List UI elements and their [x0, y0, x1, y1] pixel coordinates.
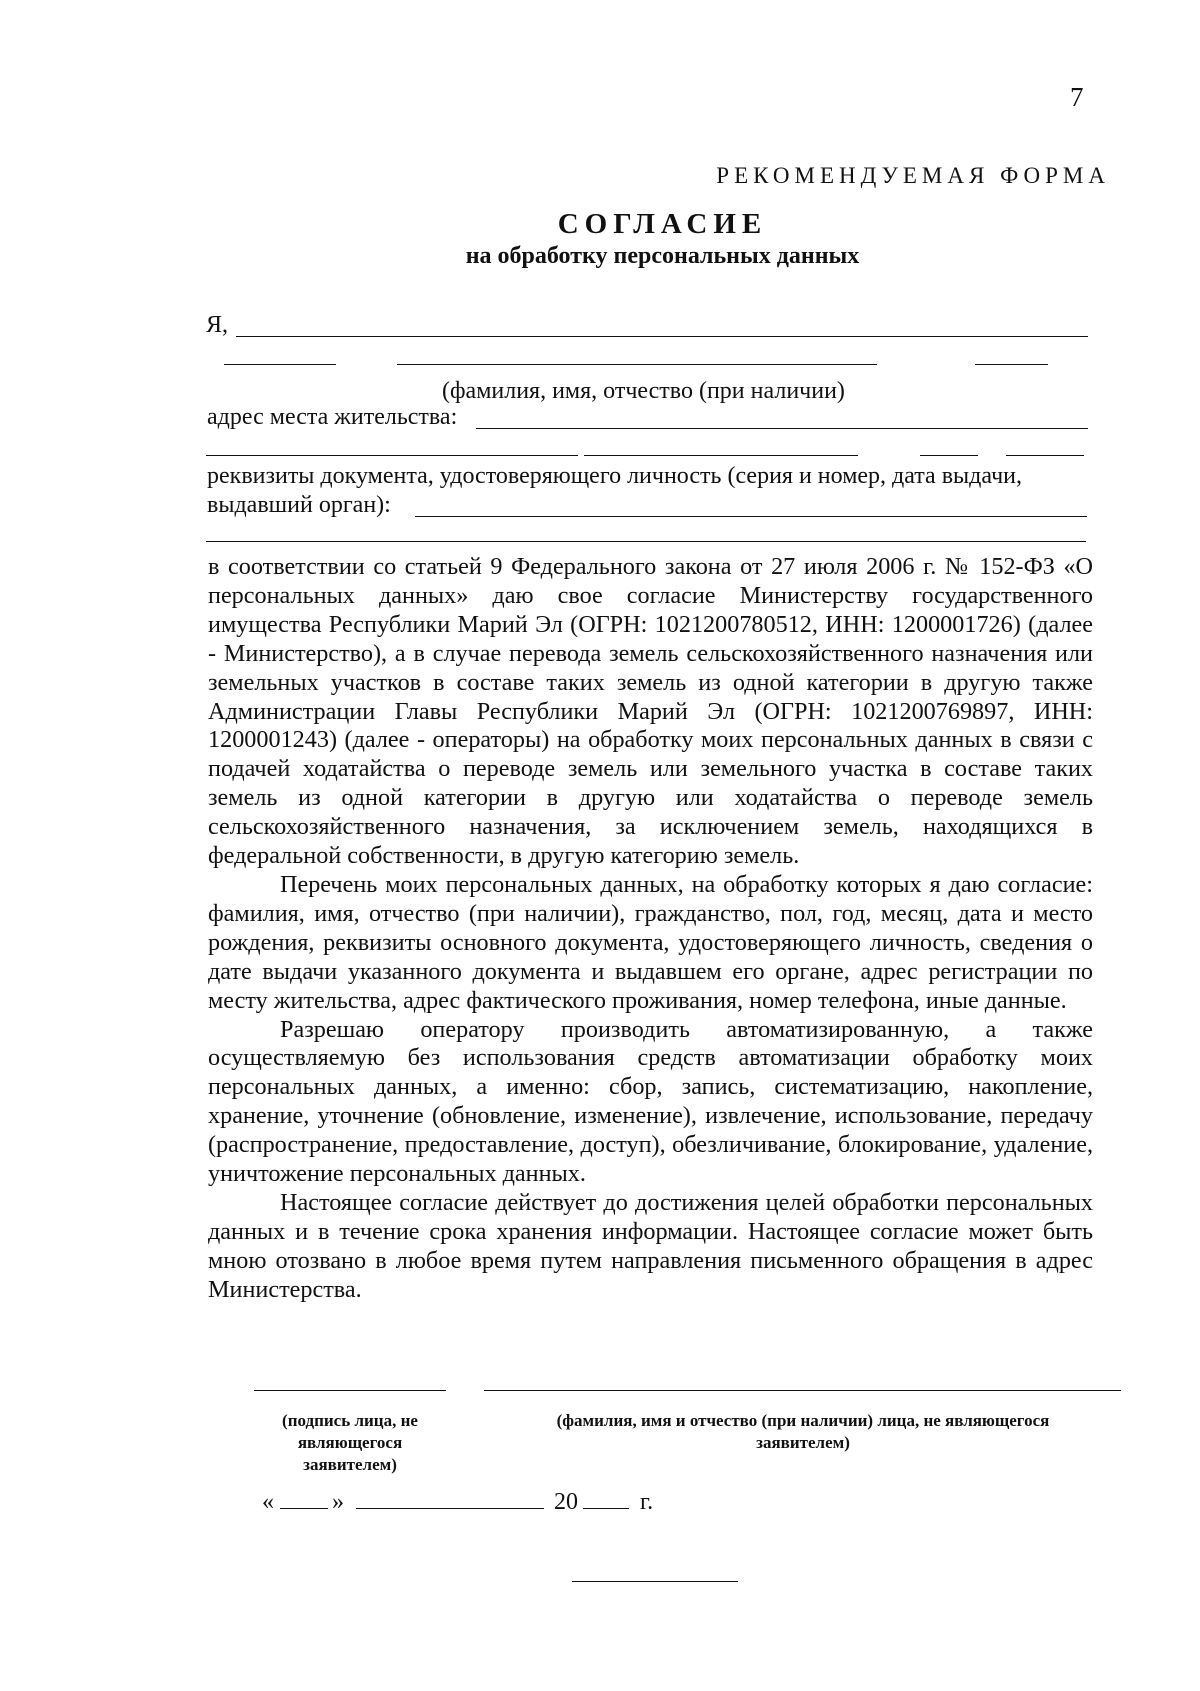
date-open-quote: «: [262, 1489, 274, 1515]
body-paragraph-2: Перечень моих персональных данных, на обработку которых я даю согласие: фамилия, имя, отчество (при наличии), гражданство, пол, год, месяц, дата и место рождения, реквизиты основного документа, удостоверяющего личность, сведения о дате выдачи указанного документа и выдавшем его органе, адрес регистрации по месту жительства, адрес фактического проживания, номер телефона, иные данные.: [208, 870, 1093, 1014]
signer-name-caption: (фамилия, имя и отчество (при наличии) лица, не являющегося заявителем): [556, 1411, 1050, 1452]
year-prefix: 20: [554, 1489, 578, 1515]
name-field-line[interactable]: [236, 336, 1088, 337]
date-day-line[interactable]: [280, 1508, 328, 1509]
body-paragraph-1: в соответствии со статьей 9 Федерального закона от 27 июля 2006 г. № 152-ФЗ «О персональных данных» даю свое согласие Министерству государственного имущества Республики Марий Эл (ОГРН: 1021200780512, ИНН: 1200001726) (далее - Министерство), а в случае перевода земель сельскохозяйственного назначения или земельных участков в составе таких земель из одной категории в другую также Администрации Главы Республики Марий Эл (ОГРН: 1021200769897, ИНН: 1200001243) (далее - операторы) на обработку моих персональных данных в связи с подачей ходатайства о переводе земель или земельного участка в составе таких земель из одной категории в другую или ходатайства о переводе земель сельскохозяйственного назначения, за исключением земель, находящихся в федеральной собственности, в другую категорию земель.: [208, 553, 1093, 870]
signature-caption: (подпись лица, не являющегося заявителем): [282, 1411, 418, 1474]
issuer-field-line[interactable]: [415, 516, 1087, 517]
body-paragraph-4: Настоящее согласие действует до достижения целей обработки персональных данных и в течение срока хранения информации. Настоящее согласие может быть мною отозвано в любое время путем направления письменного обращения в адрес Министерства.: [208, 1188, 1093, 1303]
consent-body: [208, 553, 1093, 1305]
name-field-line-2c[interactable]: [975, 364, 1048, 365]
form-label: РЕКОМЕНДУЕМАЯ ФОРМА: [716, 163, 1110, 188]
date-close-quote: »: [332, 1489, 344, 1515]
signer-name-line[interactable]: [484, 1390, 1121, 1391]
address-field-line-2b[interactable]: [584, 455, 858, 456]
document-title: СОГЛАСИЕ: [557, 208, 768, 240]
address-field-line-2d[interactable]: [1006, 455, 1084, 456]
address-field-line-2c[interactable]: [920, 455, 978, 456]
name-caption: (фамилия, имя, отчество (при наличии): [442, 378, 845, 404]
signature-line[interactable]: [254, 1390, 446, 1391]
issuer-field-line-2[interactable]: [206, 541, 1086, 542]
date-year-line[interactable]: [583, 1508, 629, 1509]
address-field-line-2a[interactable]: [206, 455, 578, 456]
name-field-line-2a[interactable]: [224, 364, 336, 365]
bottom-separator: [572, 1581, 738, 1582]
address-label: адрес места жительства:: [207, 404, 458, 430]
date-month-line[interactable]: [356, 1508, 544, 1509]
address-field-line[interactable]: [476, 428, 1088, 429]
year-suffix: г.: [640, 1489, 654, 1515]
name-prefix: Я,: [206, 312, 229, 338]
document-subtitle: на обработку персональных данных: [465, 243, 860, 269]
name-field-line-2b[interactable]: [397, 364, 877, 365]
id-document-label: реквизиты документа, удостоверяющего личность (серия и номер, дата выдачи,: [207, 463, 1022, 489]
issuer-label: выдавший орган):: [207, 492, 391, 518]
body-paragraph-3: Разрешаю оператору производить автоматизированную, а также осуществляемую без использования средств автоматизации обработку моих персональных данных, а именно: сбор, запись, систематизацию, накопление, хранение, уточнение (обновление, изменение), извлечение, использование, передачу (распространение, предоставление, доступ), обезличивание, блокирование, удаление, уничтожение персональных данных.: [208, 1015, 1093, 1188]
page-number: 7: [1070, 82, 1084, 112]
